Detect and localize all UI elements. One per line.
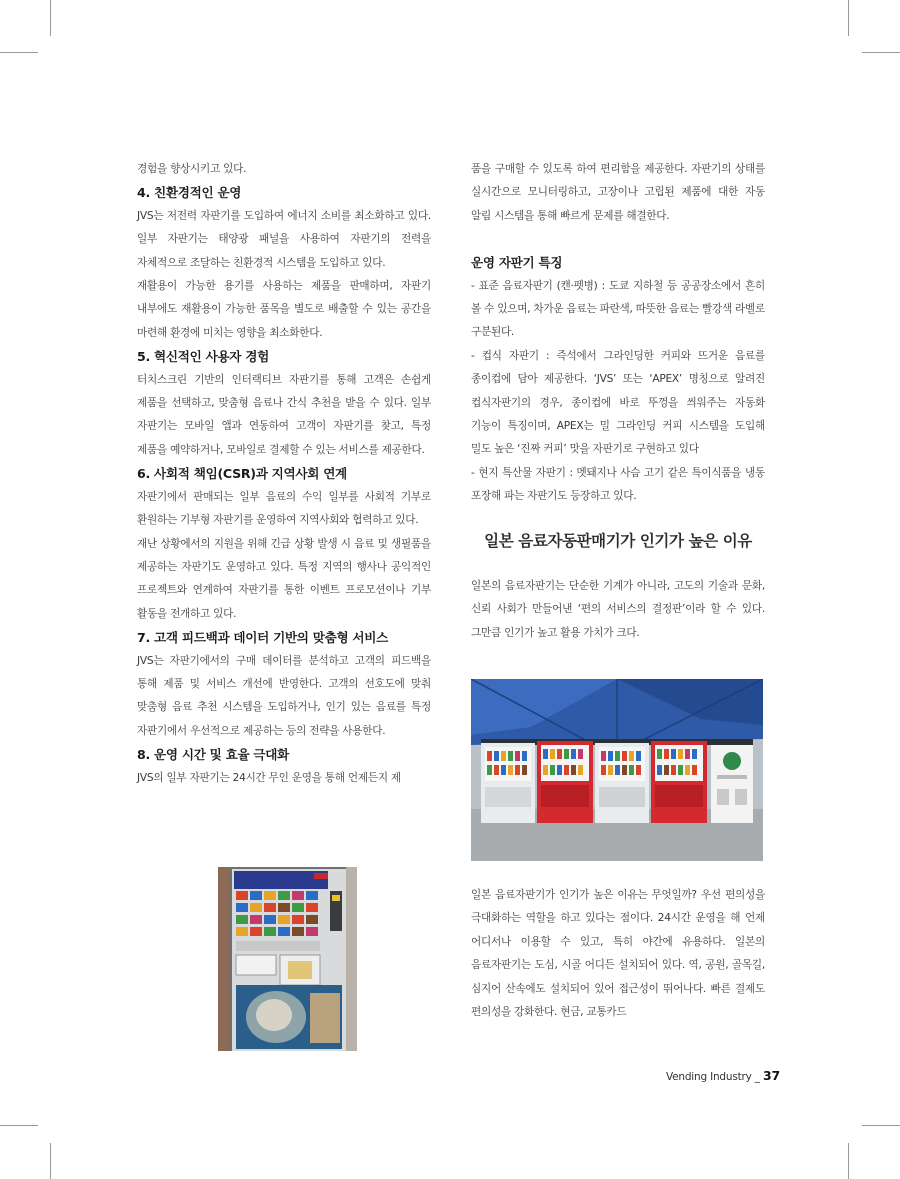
crop-mark (0, 1125, 38, 1126)
paragraph: JVS의 일부 자판기는 24시간 무인 운영을 통해 언제든지 제 (137, 771, 401, 784)
vending-machine-illustration (218, 867, 357, 1051)
heading-eco-operation: 4. 친환경적인 운영 (137, 185, 242, 201)
feature-item: - 컵식 자판기 : 즉석에서 그라인딩한 커피와 뜨거운 음료를 종이컵에 담아 제공한다. ‘JVS’ 또는 ‘APEX’ 명칭으로 알려진 컵식자판기의 경우, 종이컵에 바로 뚜껑을 씌워주는 자동화 기능이 특징이며, APEX는 밀 그라인딩 커피 시스템을 도입해 밀도 높은 ‘진짜 커피’ 맛을 자판기로 구현하고 있다 (471, 349, 765, 456)
crop-mark (50, 0, 51, 36)
paragraph: 경험을 향상시키고 있다. (137, 163, 247, 175)
feature-item: - 현지 특산물 자판기 : 멧돼지나 사슴 고기 같은 특이식품을 냉동 포장해 파는 자판기도 등장하고 있다. (471, 466, 765, 503)
paragraph: 일본의 음료자판기는 단순한 기계가 아니라, 고도의 기술과 문화, 신뢰 사회가 만들어낸 ‘편의 서비스의 결정판’이라 할 수 있다. 그만큼 인기가 높고 활용 가치가 크다. (471, 579, 765, 639)
crop-mark (862, 1125, 900, 1126)
paragraph: 재활용이 가능한 용기를 사용하는 제품을 판매하며, 자판기 내부에도 재활용이 가능한 품목을 별도로 배출할 수 있는 공간을 마련해 환경에 미치는 영향을 최소화한다. (137, 280, 431, 339)
feature-item: - 표준 음료자판기 (캔·펫병) : 도쿄 지하철 등 공공장소에서 흔히 볼 수 있으며, 차가운 음료는 파란색, 따뜻한 음료는 빨강색 라벨로 구분된다. (471, 279, 765, 339)
publication-name: Vending Industry _ (665, 1071, 760, 1083)
page-number: 37 (763, 1068, 780, 1083)
paragraph: 일본 음료자판기가 인기가 높은 이유는 무엇일까? 우선 편의성을 극대화하는 역할을 하고 있다는 점이다. 24시간 운영을 해 언제 어디서나 이용할 수 있고, 특히 야간에 유용하다. 일본의 음료자판기는 도심, 시골 어디든 설치되어 있다. 역, 공원, 골목길, 심지어 산속에도 설치되어 있어 접근성이 뛰어나다. 빠른 결제도 편의성을 강화한다. 현금, 교통카드 (471, 889, 765, 1019)
right-column (471, 158, 765, 645)
section-title: 일본 음료자동판매기가 인기가 높은 이유 (484, 530, 752, 550)
paragraph: 터치스크린 기반의 인터랙티브 자판기를 통해 고객은 손쉽게 제품을 선택하고, 맞춤형 음료나 간식 추천을 받을 수 있다. 일부 자판기는 모바일 앱과 연동하여 고객이 자판기를 찾고, 특정 제품을 예약하거나, 모바일로 결제할 수 있는 서비스를 제공한다. (137, 373, 431, 456)
heading-operating-hours: 8. 운영 시간 및 효율 극대화 (137, 747, 290, 763)
crop-mark (848, 1143, 849, 1179)
page-footer (666, 1068, 780, 1083)
crop-mark (848, 0, 849, 36)
paragraph: 품을 구매할 수 있도록 하여 편리함을 제공한다. 자판기의 상태를 실시간으로 모니터링하고, 고장이나 고립된 제품에 대한 자동 알림 시스템을 통해 빠르게 문제를 해결한다. (471, 163, 765, 222)
crop-mark (0, 52, 38, 53)
paragraph: 재난 상황에서의 지원을 위해 긴급 상황 발생 시 음료 및 생필품을 제공하는 자판기도 운영하고 있다. 특정 지역의 행사나 공익적인 프로젝트와 연계하여 자판기를 통한 이벤트 프로모션이나 기부 활동을 전개하고 있다. (137, 537, 431, 620)
heading-csr: 6. 사회적 책임(CSR)과 지역사회 연계 (137, 466, 347, 482)
paragraph: JVS는 자판기에서의 구매 데이터를 분석하고 고객의 피드백을 통해 제품 및 서비스 개선에 반영한다. 고객의 선호도에 맞춰 맞춤형 음료 추천 시스템을 도입하거나, 인기 있는 음료를 특정 자판기에서 우선적으로 제공하는 등의 전략을 사용한다. (137, 654, 431, 737)
right-column-lower (471, 884, 765, 1024)
heading-machine-features: 운영 자판기 특징 (471, 255, 563, 271)
heading-user-experience: 5. 혁신적인 사용자 경험 (137, 349, 269, 365)
crop-mark (50, 1143, 51, 1179)
paragraph: 자판기에서 판매되는 일부 음료의 수익 일부를 사회적 기부로 환원하는 기부형 자판기를 운영하여 지역사회와 협력하고 있다. (137, 490, 431, 527)
paragraph: JVS는 저전력 자판기를 도입하여 에너지 소비를 최소화하고 있다. 일부 자판기는 태양광 패널을 사용하여 자판기의 전력을 자체적으로 조달하는 친환경적 시스템을 도입하고 있다. (137, 209, 431, 269)
heading-customer-feedback: 7. 고객 피드백과 데이터 기반의 맞춤형 서비스 (137, 630, 389, 646)
vending-machines-illustration (471, 679, 763, 861)
vending-machine-photo (218, 867, 357, 1051)
vending-machines-row-photo (471, 679, 763, 861)
crop-mark (862, 52, 900, 53)
left-column (137, 158, 431, 790)
